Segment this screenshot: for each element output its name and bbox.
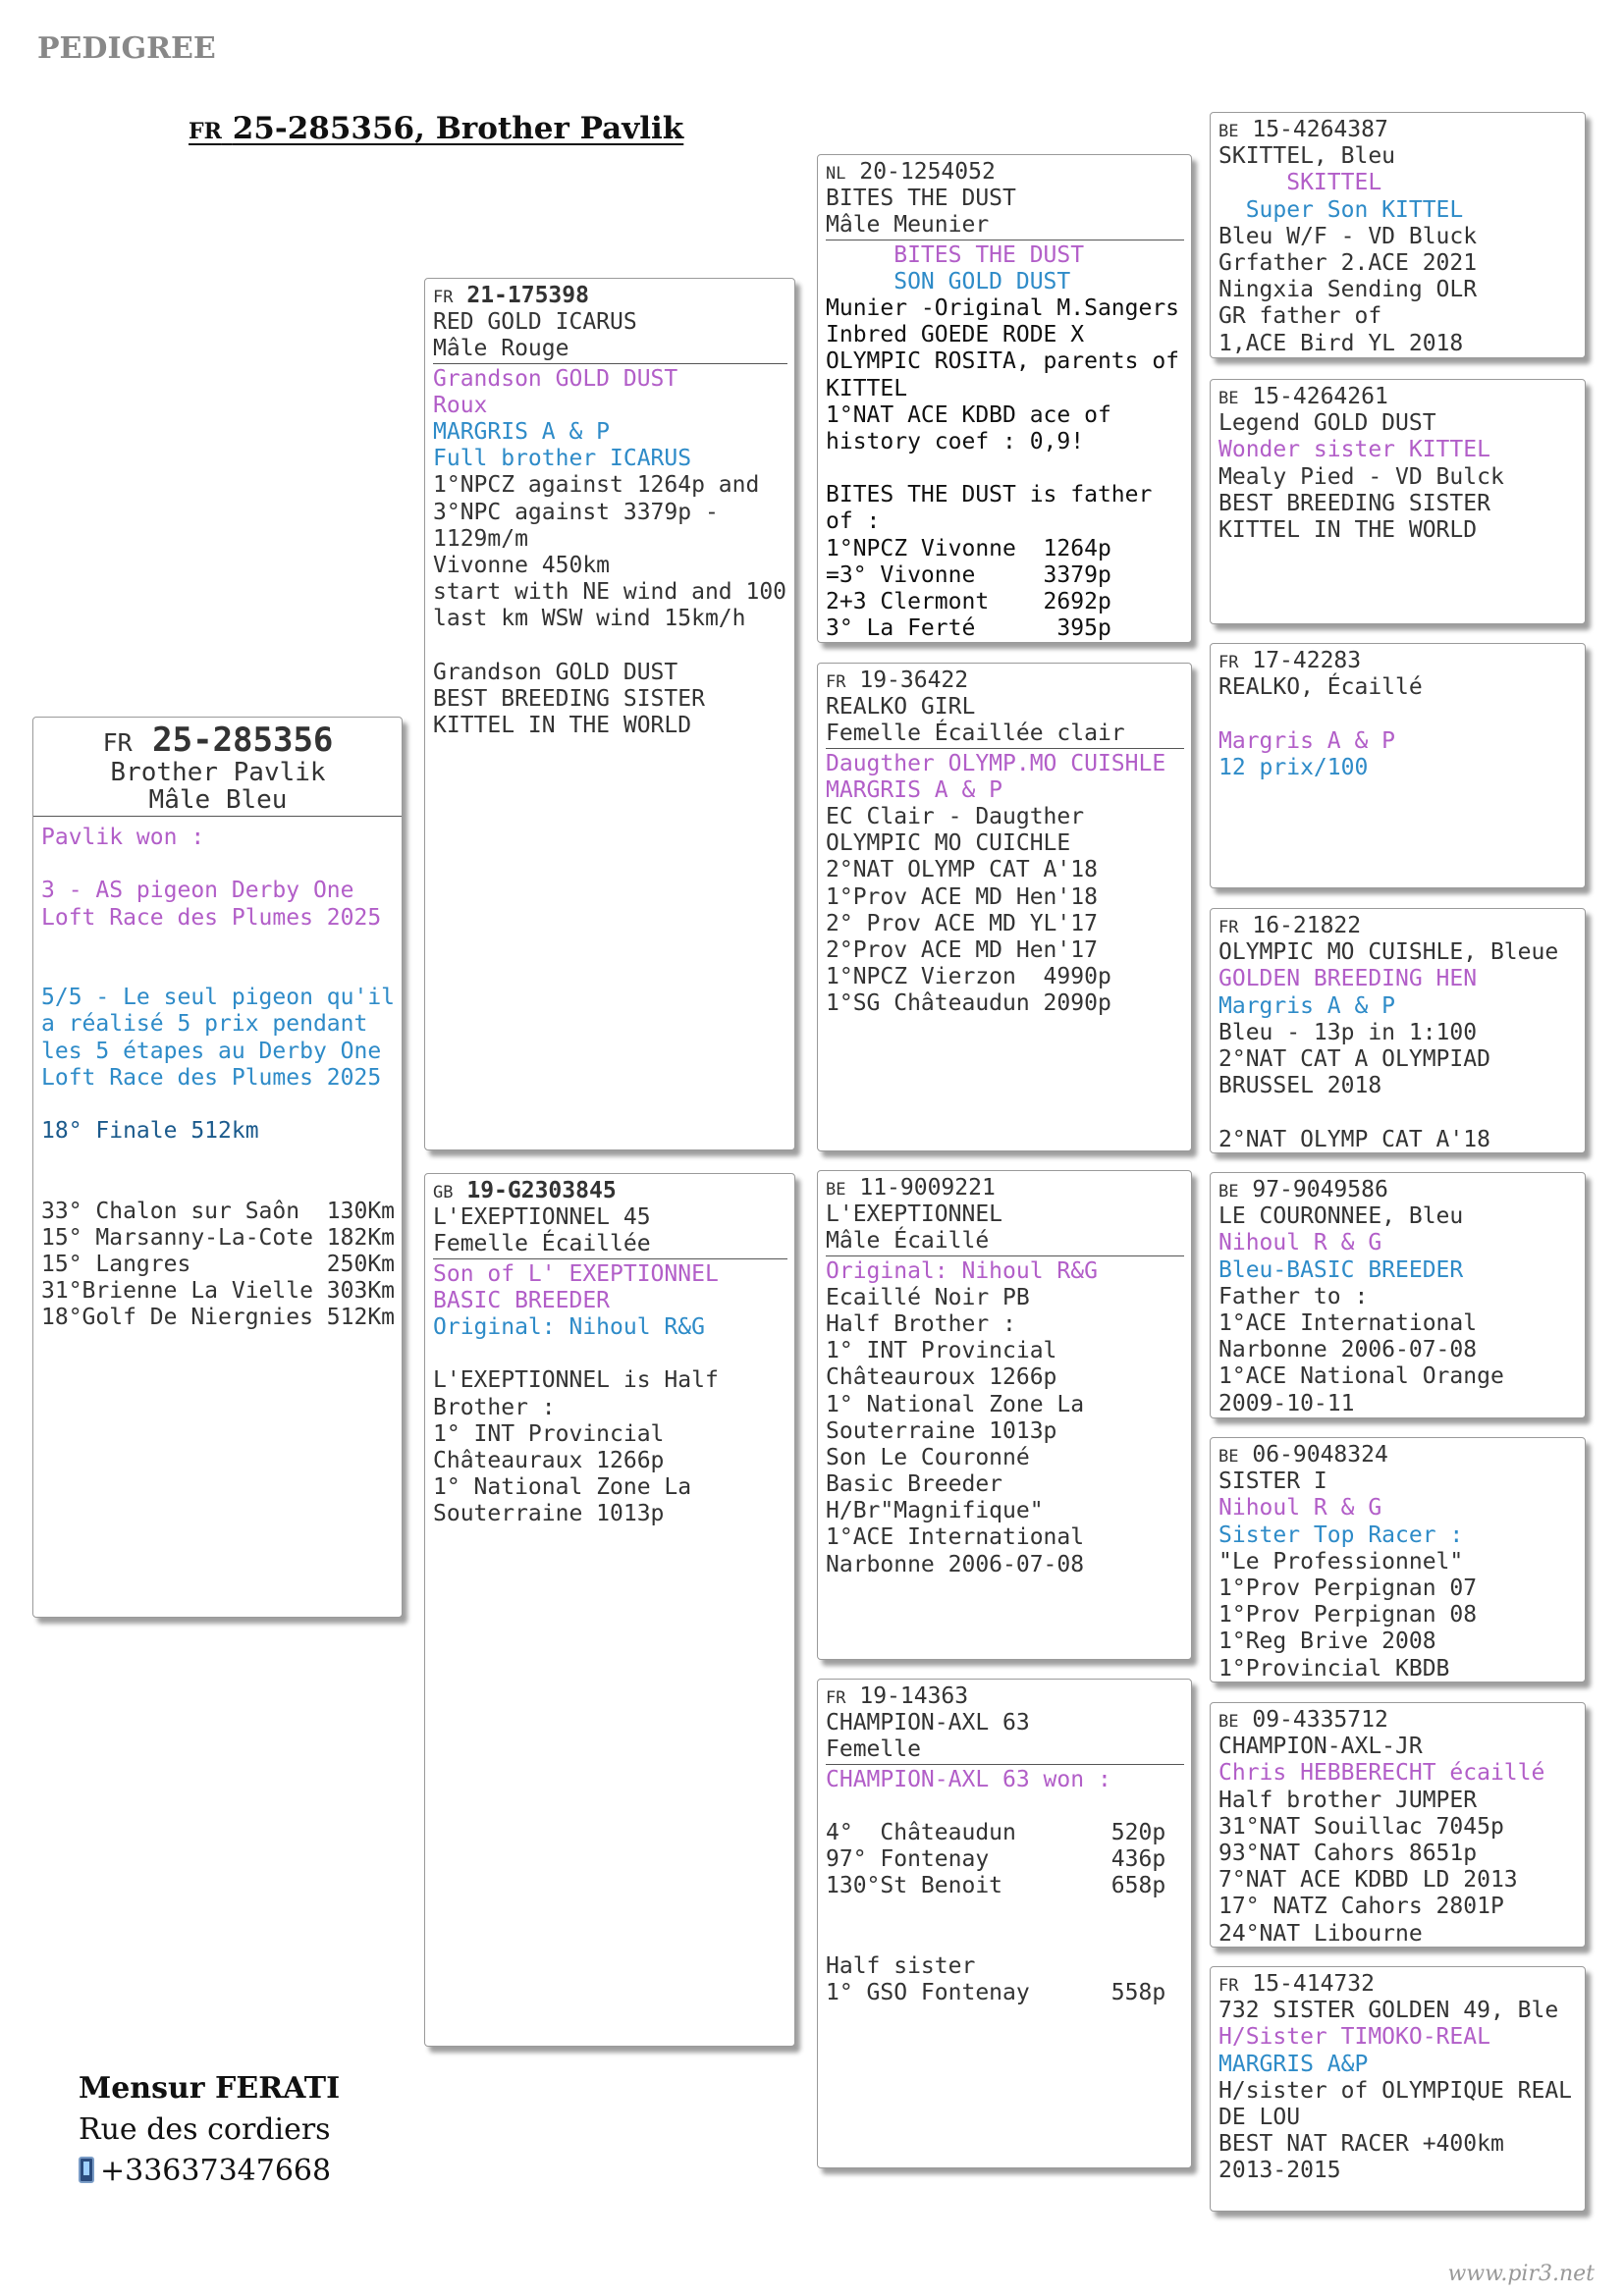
card-line: 130°St Benoit 658p — [826, 1873, 1166, 1899]
card-line: 1°Prov Perpignan 08 — [1218, 1602, 1478, 1629]
card-line: REALKO GIRL — [826, 694, 976, 721]
card-line: RED GOLD ICARUS — [433, 309, 637, 336]
card-line: 1°ACE National Orange — [1218, 1363, 1504, 1390]
spacer — [41, 851, 395, 878]
ring-country: BE — [1218, 389, 1239, 408]
ring-header — [1218, 648, 1578, 674]
card-line: H/sister of OLYMPIQUE REAL — [1218, 2077, 1573, 2104]
card-line: 24°NAT Libourne — [1218, 1920, 1423, 1947]
ring-header — [433, 283, 787, 309]
card-line: 1°Provincial KBDB — [1218, 1655, 1450, 1682]
card-line: 1°ACE International — [1218, 1309, 1478, 1336]
card-line — [826, 455, 1184, 482]
subject-derby-line: Loft Race des Plumes 2025 — [41, 904, 382, 931]
ring-country: FR — [826, 1688, 846, 1708]
card-line: 2°NAT CAT A OLYMPIAD — [1218, 1045, 1490, 1072]
card-line: 1°NPCZ Vierzon 4990p — [826, 964, 1111, 990]
card-line: Daugther OLYMP.MO CUISHLE — [826, 750, 1166, 776]
card-line: Half Brother : — [826, 1310, 1016, 1337]
card-line: KITTEL IN THE WORLD — [1218, 516, 1478, 543]
card-line: DE LOU — [1218, 2104, 1301, 2130]
card-line: "Le Professionnel" — [1218, 1548, 1464, 1575]
ring-number: 21-175398 — [466, 283, 589, 308]
ring-number: 20-1254052 — [859, 159, 996, 185]
card-line: 1° National Zone La — [433, 1474, 692, 1501]
card-line: BEST BREEDING SISTER — [1218, 490, 1490, 516]
card-line: Legend GOLD DUST — [1218, 410, 1436, 437]
ring-number: 11-9009221 — [859, 1175, 996, 1201]
card-line: Châteauroux 1266p — [826, 1364, 1057, 1391]
card-line: 1°Prov ACE MD Hen'18 — [826, 883, 1098, 910]
subject-result: 15° Langres 250Km — [41, 1252, 396, 1277]
ring-header — [826, 159, 1184, 186]
ring-number: 19-G2303845 — [466, 1178, 617, 1203]
card-line: REALKO, Écaillé — [1218, 674, 1423, 701]
card-line: 1°NPCZ Vivonne 1264p — [826, 535, 1111, 561]
card-line: GOLDEN BREEDING HEN — [1218, 966, 1478, 992]
ring-header — [1218, 384, 1578, 410]
card-line: SON GOLD DUST — [826, 268, 1071, 294]
owner-phone: +33637347668 — [100, 2154, 332, 2188]
ring-number: 16-21822 — [1252, 913, 1362, 938]
card-line: LE COURONNEE, Bleu — [1218, 1203, 1464, 1230]
card-line: BITES THE DUST is father — [826, 482, 1153, 508]
subject-finale: 18° Finale 512km — [41, 1118, 259, 1145]
card-line: L'EXEPTIONNEL — [826, 1201, 1003, 1228]
subject-ring-number: 25-285356 — [152, 721, 334, 760]
card-line: GR father of — [1218, 303, 1382, 330]
ring-country: BE — [1218, 1182, 1239, 1201]
card-line: Vivonne 450km — [433, 552, 611, 578]
card-line: L'EXEPTIONNEL is Half — [433, 1367, 719, 1394]
sire-sire-sire-card — [1210, 112, 1586, 358]
card-line: Bleu - 13p in 1:100 — [1218, 1019, 1478, 1045]
ring-country: BE — [826, 1180, 846, 1200]
card-line — [826, 1927, 1184, 1953]
card-line — [433, 632, 787, 659]
ring-number: 97-9049586 — [1252, 1177, 1388, 1202]
card-line: Wonder sister KITTEL — [1218, 437, 1490, 463]
card-line: Femelle Écaillée — [433, 1231, 787, 1258]
card-line: Ecaillé Noir PB — [826, 1284, 1030, 1310]
mobile-phone-icon — [79, 2157, 94, 2183]
ring-header — [1218, 117, 1578, 143]
ring-number: 17-42283 — [1252, 648, 1362, 673]
card-line: Munier -Original M.Sangers — [826, 294, 1180, 321]
card-line: OLYMPIC MO CUISHLE, Bleue — [1218, 939, 1559, 966]
card-line: Châteauraux 1266p — [433, 1447, 665, 1473]
spacer — [41, 932, 395, 958]
card-line: Ningxia Sending OLR — [1218, 277, 1478, 303]
sire-card — [424, 278, 795, 1150]
card-line: Original: Nihoul R&G — [826, 1257, 1098, 1284]
subject-title-text: 25-285356, Brother Pavlik — [232, 111, 684, 146]
subject-card — [32, 717, 403, 1618]
card-line: CHAMPION-AXL 63 won : — [826, 1766, 1111, 1792]
card-line: 2+3 Clermont 2692p — [826, 589, 1111, 614]
card-line: BASIC BREEDER — [433, 1287, 611, 1313]
subject-result: 31°Brienne La Vielle 303Km — [41, 1278, 396, 1305]
dam-dam-card — [817, 1679, 1192, 2168]
card-line: Roux — [433, 392, 488, 418]
card-line: KITTEL IN THE WORLD — [433, 713, 692, 738]
ring-country: FR — [1218, 653, 1239, 672]
card-line: 1°NPCZ against 1264p and — [433, 472, 760, 499]
owner-street: Rue des cordiers — [79, 2112, 331, 2147]
subject-note-line: Loft Race des Plumes 2025 — [41, 1064, 382, 1091]
card-line: H/Sister TIMOKO-REAL — [1218, 2024, 1490, 2051]
card-line: Mealy Pied - VD Bulck — [1218, 463, 1504, 490]
card-line: CHAMPION-AXL-JR — [1218, 1734, 1423, 1760]
card-line: Full brother ICARUS — [433, 446, 692, 472]
subject-title — [189, 111, 683, 146]
subject-won-label: Pavlik won : — [41, 825, 205, 850]
card-line: 3° La Ferté 395p — [826, 615, 1111, 642]
dam-sire-dam-card — [1210, 1437, 1586, 1682]
card-line: Son of L' EXEPTIONNEL — [433, 1260, 719, 1287]
card-line: of : — [826, 508, 881, 535]
card-line — [1218, 1099, 1578, 1126]
ring-country: NL — [826, 164, 846, 184]
ring-country: FR — [1218, 918, 1239, 937]
card-line: Souterraine 1013p — [433, 1501, 665, 1527]
ring-header — [1218, 1971, 1578, 1998]
card-line: last km WSW wind 15km/h — [433, 606, 746, 632]
subject-note-line: a réalisé 5 prix pendant — [41, 1011, 368, 1038]
card-line: start with NE wind and 100 — [433, 579, 787, 606]
subject-sex-color: Mâle Bleu — [148, 785, 288, 815]
card-line: L'EXEPTIONNEL 45 — [433, 1204, 651, 1231]
card-line: BITES THE DUST — [826, 241, 1085, 268]
card-line: MARGRIS A&P — [1218, 2051, 1369, 2077]
sire-dam-card — [817, 663, 1192, 1151]
card-line: Half brother JUMPER — [1218, 1787, 1478, 1813]
card-line: Nihoul R & G — [1218, 1230, 1382, 1256]
card-line: 732 SISTER GOLDEN 49, Ble — [1218, 1998, 1559, 2024]
card-line: BITES THE DUST — [826, 186, 1016, 212]
card-line: 1°Reg Brive 2008 — [1218, 1629, 1436, 1655]
ring-header — [1218, 1442, 1578, 1468]
card-line: 1,ACE Bird YL 2018 — [1218, 330, 1464, 356]
card-line: 1° INT Provincial — [826, 1338, 1057, 1364]
card-line: 1° National Zone La — [826, 1391, 1085, 1417]
ring-header — [1218, 1177, 1578, 1203]
card-line: 1129m/m — [433, 525, 528, 552]
card-line: MARGRIS A & P — [433, 418, 611, 445]
card-line: Bleu W/F - VD Bluck — [1218, 223, 1478, 249]
card-line: Grandson GOLD DUST — [433, 365, 678, 392]
card-line: 97° Fontenay 436p — [826, 1846, 1166, 1873]
spacer — [41, 1171, 395, 1198]
subject-result: 15° Marsanny-La-Cote 182Km — [41, 1224, 396, 1251]
ring-number: 15-4264387 — [1252, 117, 1388, 142]
card-line: 2° Prov ACE MD YL'17 — [826, 910, 1098, 936]
card-line: 2013-2015 — [1218, 2158, 1341, 2184]
card-line: 2°NAT OLYMP CAT A'18 — [1218, 1126, 1490, 1152]
card-line: SISTER I — [1218, 1468, 1327, 1495]
card-line: Mâle Rouge — [433, 336, 787, 363]
ring-country: FR — [826, 672, 846, 692]
subject-note-line: les 5 étapes au Derby One — [41, 1038, 382, 1064]
card-line: OLYMPIC ROSITA, parents of — [826, 348, 1180, 375]
dam-sire-sire-card — [1210, 1172, 1586, 1418]
sire-sire-dam-card — [1210, 379, 1586, 624]
ring-header — [1218, 913, 1578, 939]
card-line: Femelle — [826, 1736, 1184, 1764]
card-line: 7°NAT ACE KDBD LD 2013 — [1218, 1867, 1518, 1894]
sire-dam-sire-card — [1210, 643, 1586, 888]
card-line: CHAMPION-AXL 63 — [826, 1710, 1030, 1736]
card-line: Grfather 2.ACE 2021 — [1218, 249, 1478, 276]
card-line: 2°NAT OLYMP CAT A'18 — [826, 857, 1098, 883]
card-line: Son Le Couronné — [826, 1444, 1030, 1470]
card-line: 1°Prov Perpignan 07 — [1218, 1575, 1478, 1601]
ring-country: FR — [433, 288, 454, 307]
card-line: OLYMPIC MO CUICHLE — [826, 830, 1071, 857]
card-line: Original: Nihoul R&G — [433, 1313, 705, 1340]
card-line: 2009-10-11 — [1218, 1390, 1355, 1416]
card-line — [1218, 701, 1578, 727]
card-line: BEST BREEDING SISTER — [433, 685, 705, 712]
subject-result: 18°Golf De Niergnies 512Km — [41, 1305, 396, 1331]
subject-ring — [41, 721, 395, 759]
sire-sire-card — [817, 154, 1192, 643]
card-line: BRUSSEL 2018 — [1218, 1073, 1382, 1099]
card-line: Super Son KITTEL — [1218, 196, 1464, 223]
sire-dam-dam-card — [1210, 908, 1586, 1153]
card-line: 1° INT Provincial — [433, 1420, 665, 1447]
page-title: PEDIGREE — [37, 31, 216, 66]
card-line: 1° GSO Fontenay 558p — [826, 1980, 1166, 2006]
ring-header — [826, 667, 1184, 694]
card-line: history coef : 0,9! — [826, 428, 1085, 454]
spacer — [41, 1092, 395, 1118]
card-line: Chris HEBBERECHT écaillé — [1218, 1760, 1545, 1787]
ring-header — [433, 1178, 787, 1204]
card-line: Souterraine 1013p — [826, 1417, 1057, 1444]
card-line — [826, 1900, 1184, 1927]
card-line: SKITTEL, Bleu — [1218, 143, 1396, 170]
subject-name: Brother Pavlik — [110, 758, 326, 787]
card-line: Father to : — [1218, 1283, 1369, 1309]
ring-country: FR — [1218, 1976, 1239, 1996]
card-line: 1°NAT ACE KDBD ace of — [826, 401, 1111, 428]
spacer — [41, 958, 395, 985]
footer-url: www.pir3.net — [1447, 2262, 1595, 2286]
dam-dam-dam-card — [1210, 1966, 1586, 2212]
spacer — [41, 1145, 395, 1171]
subject-derby-line: 3 - AS pigeon Derby One — [41, 878, 354, 904]
card-line: 3°NPC against 3379p - — [433, 499, 719, 525]
card-line: 12 prix/100 — [1218, 754, 1369, 780]
card-line: BEST NAT RACER +400km — [1218, 2131, 1504, 2158]
ring-country: BE — [1218, 1447, 1239, 1467]
ring-number: 19-36422 — [859, 667, 969, 693]
card-line: Narbonne 2006-07-08 — [1218, 1337, 1478, 1363]
card-line: =3° Vivonne 3379p — [826, 561, 1111, 588]
card-line: 1°SG Châteaudun 2090p — [826, 990, 1111, 1017]
card-line — [433, 1341, 787, 1367]
card-line: EC Clair - Daugther — [826, 803, 1085, 829]
owner-phone-row — [79, 2151, 340, 2192]
card-line: Narbonne 2006-07-08 — [826, 1551, 1085, 1577]
ring-number: 19-14363 — [859, 1683, 969, 1709]
subject-title-country: FR — [189, 119, 222, 144]
card-line: 31°NAT Souillac 7045p — [1218, 1813, 1504, 1840]
dam-dam-sire-card — [1210, 1702, 1586, 1948]
ring-header — [826, 1175, 1184, 1201]
card-line: Half sister — [826, 1952, 976, 1979]
ring-country: BE — [1218, 122, 1239, 141]
subject-country: FR — [102, 728, 133, 757]
card-line: KITTEL — [826, 375, 908, 401]
card-line — [826, 1793, 1184, 1820]
ring-number: 15-414732 — [1252, 1971, 1375, 1997]
card-line: MARGRIS A & P — [826, 776, 1003, 803]
card-line: Nihoul R & G — [1218, 1495, 1382, 1522]
card-line: Mâle Écaillé — [826, 1228, 1184, 1255]
card-line: Inbred GOEDE RODE X — [826, 322, 1085, 348]
card-line: 17° NATZ Cahors 2801P — [1218, 1894, 1504, 1920]
card-line: 2°Prov ACE MD Hen'17 — [826, 936, 1098, 963]
card-line: Brother : — [433, 1394, 556, 1420]
card-line: SKITTEL — [1218, 170, 1382, 196]
card-line: Grandson GOLD DUST — [433, 659, 678, 685]
ring-number: 09-4335712 — [1252, 1707, 1388, 1733]
owner-block — [79, 2068, 340, 2192]
card-line: 93°NAT Cahors 8651p — [1218, 1840, 1478, 1866]
ring-number: 15-4264261 — [1252, 384, 1388, 409]
card-line: 4° Châteaudun 520p — [826, 1819, 1166, 1845]
card-line: Sister Top Racer : — [1218, 1522, 1464, 1548]
ring-header — [826, 1683, 1184, 1710]
card-line: H/Br"Magnifique" — [826, 1498, 1044, 1524]
subject-divider — [33, 816, 402, 817]
dam-sire-card — [817, 1170, 1192, 1660]
subject-note-line: 5/5 - Le seul pigeon qu'il — [41, 985, 396, 1011]
dam-card — [424, 1173, 795, 2047]
card-line: Basic Breeder — [826, 1471, 1003, 1498]
ring-header — [1218, 1707, 1578, 1734]
card-line: Margris A & P — [1218, 727, 1396, 754]
card-line: Mâle Meunier — [826, 212, 1184, 240]
card-line: Bleu-BASIC BREEDER — [1218, 1256, 1464, 1283]
card-line: 1°ACE International — [826, 1524, 1085, 1551]
ring-country: BE — [1218, 1712, 1239, 1732]
owner-name: Mensur FERATI — [79, 2071, 341, 2106]
subject-result: 33° Chalon sur Saôn 130Km — [41, 1198, 396, 1224]
card-line: Margris A & P — [1218, 992, 1396, 1019]
card-line: Femelle Écaillée clair — [826, 721, 1184, 748]
ring-country: GB — [433, 1183, 454, 1202]
ring-number: 06-9048324 — [1252, 1442, 1388, 1468]
